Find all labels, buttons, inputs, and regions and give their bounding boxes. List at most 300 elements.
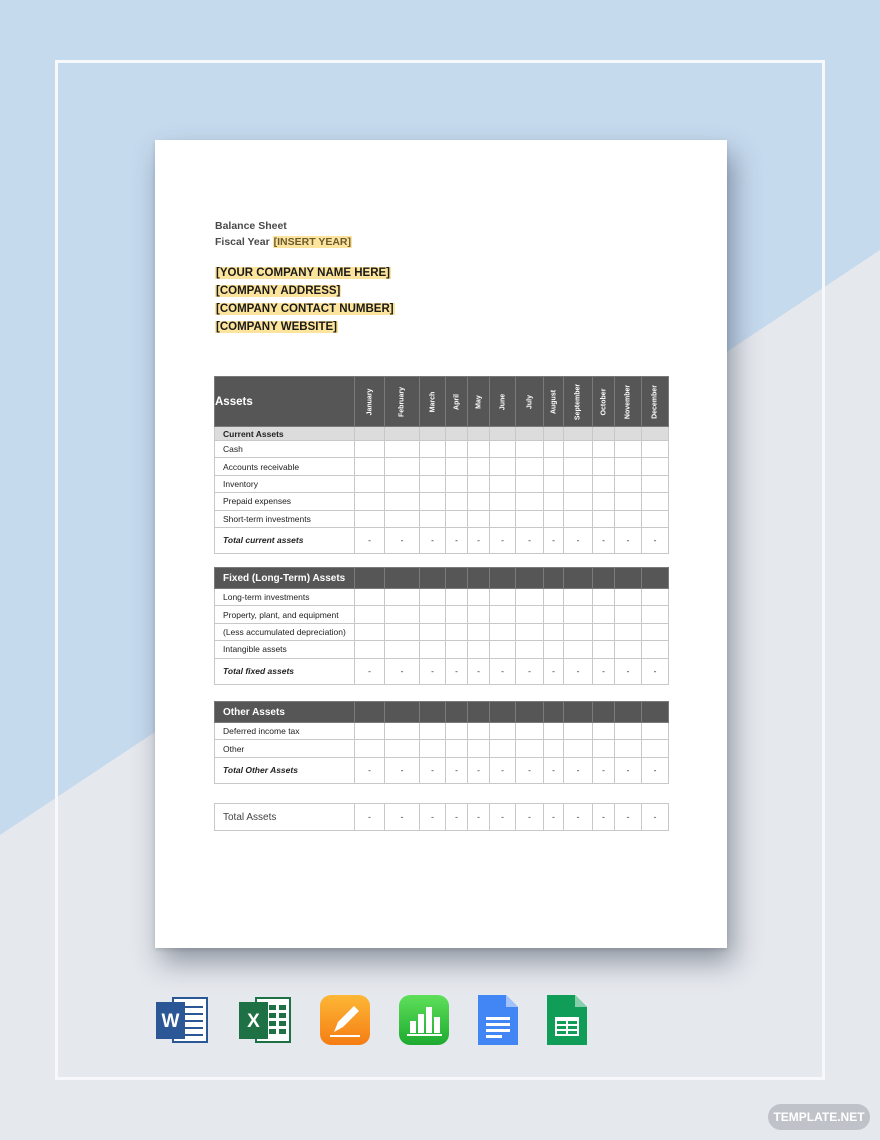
table-row	[215, 606, 669, 623]
total-row	[215, 658, 669, 684]
value-cell[interactable]	[615, 458, 642, 475]
value-cell[interactable]	[420, 723, 446, 740]
value-cell[interactable]	[385, 740, 420, 757]
value-cell[interactable]	[490, 589, 516, 606]
value-cell[interactable]	[615, 589, 642, 606]
document-page	[155, 140, 727, 948]
value-cell[interactable]	[593, 589, 615, 606]
value-cell[interactable]	[446, 475, 468, 492]
value-cell[interactable]	[355, 493, 385, 510]
header-cell	[544, 568, 564, 589]
month-header	[420, 377, 446, 427]
month-label: November	[624, 384, 632, 419]
total-value-cell[interactable]: -	[615, 527, 642, 553]
table-row	[215, 493, 669, 510]
month-header	[355, 377, 385, 427]
total-value-cell[interactable]: -	[355, 658, 385, 684]
total-value-cell[interactable]: -	[564, 527, 593, 553]
value-cell[interactable]	[490, 493, 516, 510]
value-cell[interactable]	[385, 441, 420, 458]
value-cell[interactable]	[468, 441, 490, 458]
row-label: Short-term investments	[215, 510, 355, 527]
grand-total-value-cell[interactable]: -	[642, 804, 669, 831]
grand-total-row	[215, 804, 669, 831]
month-label: July	[526, 394, 533, 409]
month-header	[564, 377, 593, 427]
company-contact[interactable]: [COMPANY CONTACT NUMBER]	[216, 303, 394, 315]
value-cell[interactable]	[564, 740, 593, 757]
row-label: Inventory	[215, 475, 355, 492]
value-cell[interactable]	[468, 475, 490, 492]
value-cell[interactable]	[642, 723, 669, 740]
value-cell[interactable]	[355, 458, 385, 475]
value-cell[interactable]	[615, 641, 642, 658]
header-cell	[544, 702, 564, 723]
value-cell[interactable]	[420, 493, 446, 510]
subheader-row	[215, 427, 669, 441]
table-row	[215, 623, 669, 640]
company-website[interactable]: [COMPANY WEBSITE]	[216, 321, 337, 333]
value-cell[interactable]	[490, 641, 516, 658]
value-cell[interactable]	[593, 723, 615, 740]
total-value-cell[interactable]: -	[468, 757, 490, 783]
value-cell[interactable]	[420, 510, 446, 527]
value-cell[interactable]	[420, 441, 446, 458]
value-cell[interactable]	[516, 441, 544, 458]
value-cell[interactable]	[564, 723, 593, 740]
subheader-label: Current Assets	[215, 427, 355, 441]
value-cell[interactable]	[593, 441, 615, 458]
value-cell[interactable]	[446, 623, 468, 640]
value-cell[interactable]	[593, 740, 615, 757]
month-header	[490, 377, 516, 427]
header-cell	[446, 702, 468, 723]
value-cell[interactable]	[593, 641, 615, 658]
value-cell[interactable]	[544, 623, 564, 640]
grand-total-value-cell[interactable]: -	[446, 804, 468, 831]
total-value-cell[interactable]: -	[544, 757, 564, 783]
word-icon[interactable]	[155, 994, 209, 1046]
value-cell[interactable]	[490, 458, 516, 475]
grand-total-value-cell[interactable]: -	[355, 804, 385, 831]
value-cell[interactable]	[564, 475, 593, 492]
value-cell[interactable]	[490, 606, 516, 623]
document-header	[215, 218, 352, 250]
value-cell[interactable]	[593, 475, 615, 492]
section-table	[214, 376, 669, 554]
month-header	[446, 377, 468, 427]
value-cell[interactable]	[564, 493, 593, 510]
value-cell[interactable]	[564, 641, 593, 658]
total-label: Total fixed assets	[215, 658, 355, 684]
subheader-cell	[385, 427, 420, 441]
grand-total-table	[214, 803, 669, 831]
section-header-row	[215, 702, 669, 723]
value-cell[interactable]	[516, 740, 544, 757]
subheader-cell	[615, 427, 642, 441]
value-cell[interactable]	[385, 623, 420, 640]
total-value-cell[interactable]: -	[615, 757, 642, 783]
value-cell[interactable]	[642, 475, 669, 492]
total-value-cell[interactable]: -	[490, 658, 516, 684]
value-cell[interactable]	[490, 623, 516, 640]
value-cell[interactable]	[642, 740, 669, 757]
subheader-cell	[468, 427, 490, 441]
total-value-cell[interactable]: -	[642, 527, 669, 553]
excel-icon[interactable]	[238, 994, 292, 1046]
value-cell[interactable]	[355, 475, 385, 492]
header-cell	[615, 568, 642, 589]
table-row	[215, 723, 669, 740]
total-value-cell[interactable]: -	[593, 658, 615, 684]
subheader-cell	[516, 427, 544, 441]
month-header	[468, 377, 490, 427]
value-cell[interactable]	[385, 493, 420, 510]
value-cell[interactable]	[615, 493, 642, 510]
value-cell[interactable]	[544, 740, 564, 757]
header-cell	[385, 568, 420, 589]
value-cell[interactable]	[516, 493, 544, 510]
value-cell[interactable]	[615, 441, 642, 458]
value-cell[interactable]	[468, 740, 490, 757]
value-cell[interactable]	[642, 510, 669, 527]
value-cell[interactable]	[420, 623, 446, 640]
value-cell[interactable]	[564, 623, 593, 640]
value-cell[interactable]	[516, 510, 544, 527]
numbers-icon[interactable]	[397, 994, 451, 1046]
value-cell[interactable]	[468, 723, 490, 740]
value-cell[interactable]	[385, 606, 420, 623]
total-value-cell[interactable]: -	[490, 527, 516, 553]
month-header	[385, 377, 420, 427]
value-cell[interactable]	[544, 723, 564, 740]
month-label: March	[429, 391, 436, 412]
section-table	[214, 701, 669, 784]
value-cell[interactable]	[564, 441, 593, 458]
grand-total-value-cell[interactable]: -	[544, 804, 564, 831]
total-value-cell[interactable]: -	[516, 757, 544, 783]
total-value-cell[interactable]: -	[516, 527, 544, 553]
header-cell	[490, 568, 516, 589]
grand-total-value-cell[interactable]: -	[420, 804, 446, 831]
subheader-cell	[564, 427, 593, 441]
value-cell[interactable]	[615, 723, 642, 740]
total-value-cell[interactable]: -	[615, 658, 642, 684]
header-cell	[615, 702, 642, 723]
table-row	[215, 641, 669, 658]
total-row	[215, 757, 669, 783]
section-header-row	[215, 377, 669, 427]
total-value-cell[interactable]: -	[385, 658, 420, 684]
table-row	[215, 475, 669, 492]
header-cell	[564, 568, 593, 589]
month-label: September	[574, 383, 582, 420]
svg-text:X: X	[247, 1011, 260, 1032]
value-cell[interactable]	[420, 458, 446, 475]
row-label: Prepaid expenses	[215, 493, 355, 510]
value-cell[interactable]	[516, 641, 544, 658]
value-cell[interactable]	[385, 723, 420, 740]
value-cell[interactable]	[490, 441, 516, 458]
total-value-cell[interactable]: -	[642, 658, 669, 684]
value-cell[interactable]	[355, 723, 385, 740]
total-value-cell[interactable]: -	[593, 527, 615, 553]
header-cell	[516, 568, 544, 589]
company-name[interactable]: [YOUR COMPANY NAME HERE]	[216, 267, 390, 279]
month-label: February	[398, 386, 406, 417]
value-cell[interactable]	[446, 589, 468, 606]
fiscal-year-label: Fiscal Year	[215, 236, 270, 248]
total-value-cell[interactable]: -	[420, 658, 446, 684]
value-cell[interactable]	[355, 606, 385, 623]
value-cell[interactable]	[564, 606, 593, 623]
table-row	[215, 458, 669, 475]
value-cell[interactable]	[468, 493, 490, 510]
value-cell[interactable]	[446, 493, 468, 510]
value-cell[interactable]	[593, 510, 615, 527]
month-header	[642, 377, 669, 427]
total-value-cell[interactable]: -	[355, 527, 385, 553]
header-cell	[516, 702, 544, 723]
header-cell	[446, 568, 468, 589]
value-cell[interactable]	[468, 641, 490, 658]
month-label: May	[475, 394, 482, 409]
row-label: Cash	[215, 441, 355, 458]
value-cell[interactable]	[385, 641, 420, 658]
table-row	[215, 510, 669, 527]
header-cell	[593, 568, 615, 589]
value-cell[interactable]	[468, 606, 490, 623]
document-title: Balance Sheet	[215, 220, 287, 232]
header-cell	[468, 702, 490, 723]
row-label: Long-term investments	[215, 589, 355, 606]
value-cell[interactable]	[564, 589, 593, 606]
row-label: Property, plant, and equipment	[215, 606, 355, 623]
value-cell[interactable]	[490, 723, 516, 740]
value-cell[interactable]	[564, 510, 593, 527]
grand-total-value-cell[interactable]: -	[593, 804, 615, 831]
subheader-cell	[544, 427, 564, 441]
value-cell[interactable]	[490, 475, 516, 492]
value-cell[interactable]	[385, 458, 420, 475]
total-value-cell[interactable]: -	[642, 757, 669, 783]
total-value-cell[interactable]: -	[544, 527, 564, 553]
value-cell[interactable]	[490, 740, 516, 757]
value-cell[interactable]	[642, 493, 669, 510]
table-row	[215, 740, 669, 757]
total-value-cell[interactable]: -	[468, 658, 490, 684]
grand-total-value-cell[interactable]: -	[490, 804, 516, 831]
subheader-cell	[420, 427, 446, 441]
header-cell	[642, 568, 669, 589]
value-cell[interactable]	[516, 589, 544, 606]
google-docs-icon[interactable]	[471, 994, 525, 1046]
value-cell[interactable]	[642, 589, 669, 606]
value-cell[interactable]	[615, 606, 642, 623]
value-cell[interactable]	[642, 641, 669, 658]
company-block	[215, 264, 395, 336]
month-label: January	[366, 388, 373, 415]
value-cell[interactable]	[355, 441, 385, 458]
value-cell[interactable]	[593, 606, 615, 623]
header-cell	[593, 702, 615, 723]
value-cell[interactable]	[355, 510, 385, 527]
month-header	[615, 377, 642, 427]
value-cell[interactable]	[446, 740, 468, 757]
value-cell[interactable]	[446, 606, 468, 623]
value-cell[interactable]	[420, 475, 446, 492]
value-cell[interactable]	[615, 623, 642, 640]
month-label: April	[453, 393, 460, 410]
header-cell	[420, 568, 446, 589]
total-value-cell[interactable]: -	[420, 757, 446, 783]
grand-total-value-cell[interactable]: -	[516, 804, 544, 831]
total-value-cell[interactable]: -	[544, 658, 564, 684]
total-value-cell[interactable]: -	[516, 658, 544, 684]
value-cell[interactable]	[385, 475, 420, 492]
value-cell[interactable]	[355, 623, 385, 640]
value-cell[interactable]	[468, 510, 490, 527]
total-value-cell[interactable]: -	[564, 658, 593, 684]
total-value-cell[interactable]: -	[355, 757, 385, 783]
total-value-cell[interactable]: -	[420, 527, 446, 553]
grand-total-value-cell[interactable]: -	[615, 804, 642, 831]
subheader-cell	[593, 427, 615, 441]
total-value-cell[interactable]: -	[490, 757, 516, 783]
header-cell	[355, 702, 385, 723]
value-cell[interactable]	[615, 510, 642, 527]
value-cell[interactable]	[544, 606, 564, 623]
value-cell[interactable]	[544, 641, 564, 658]
total-value-cell[interactable]: -	[385, 527, 420, 553]
value-cell[interactable]	[544, 493, 564, 510]
total-value-cell[interactable]: -	[468, 527, 490, 553]
google-sheets-icon[interactable]	[540, 994, 594, 1046]
header-cell	[468, 568, 490, 589]
value-cell[interactable]	[642, 458, 669, 475]
company-address[interactable]: [COMPANY ADDRESS]	[216, 285, 341, 297]
table-row	[215, 441, 669, 458]
row-label: Accounts receivable	[215, 458, 355, 475]
value-cell[interactable]	[420, 641, 446, 658]
value-cell[interactable]	[544, 589, 564, 606]
value-cell[interactable]	[516, 475, 544, 492]
total-value-cell[interactable]: -	[385, 757, 420, 783]
total-value-cell[interactable]: -	[564, 757, 593, 783]
section-table	[214, 567, 669, 685]
fiscal-year-placeholder[interactable]: [INSERT YEAR]	[273, 236, 352, 248]
section-title: Other Assets	[215, 702, 355, 723]
row-label: Other	[215, 740, 355, 757]
value-cell[interactable]	[642, 441, 669, 458]
value-cell[interactable]	[544, 441, 564, 458]
grand-total-value-cell[interactable]: -	[564, 804, 593, 831]
value-cell[interactable]	[642, 606, 669, 623]
value-cell[interactable]	[420, 589, 446, 606]
value-cell[interactable]	[355, 641, 385, 658]
header-cell	[490, 702, 516, 723]
header-cell	[420, 702, 446, 723]
month-header	[593, 377, 615, 427]
row-label: Deferred income tax	[215, 723, 355, 740]
value-cell[interactable]	[468, 623, 490, 640]
value-cell[interactable]	[355, 740, 385, 757]
value-cell[interactable]	[615, 740, 642, 757]
value-cell[interactable]	[385, 589, 420, 606]
total-value-cell[interactable]: -	[446, 527, 468, 553]
fiscal-year-line	[215, 234, 352, 250]
month-label: June	[499, 393, 506, 410]
month-header	[516, 377, 544, 427]
pages-icon[interactable]	[318, 994, 372, 1046]
grand-total-value-cell[interactable]: -	[468, 804, 490, 831]
value-cell[interactable]	[355, 589, 385, 606]
value-cell[interactable]	[593, 458, 615, 475]
grand-total-value-cell[interactable]: -	[385, 804, 420, 831]
section-title: Fixed (Long-Term) Assets	[215, 568, 355, 589]
value-cell[interactable]	[516, 623, 544, 640]
value-cell[interactable]	[516, 723, 544, 740]
value-cell[interactable]	[468, 458, 490, 475]
value-cell[interactable]	[446, 510, 468, 527]
value-cell[interactable]	[544, 458, 564, 475]
subheader-cell	[642, 427, 669, 441]
header-cell	[385, 702, 420, 723]
value-cell[interactable]	[564, 458, 593, 475]
subheader-cell	[446, 427, 468, 441]
month-label: December	[651, 384, 659, 419]
value-cell[interactable]	[446, 458, 468, 475]
value-cell[interactable]	[420, 606, 446, 623]
value-cell[interactable]	[516, 606, 544, 623]
value-cell[interactable]	[468, 589, 490, 606]
value-cell[interactable]	[385, 510, 420, 527]
template-net-badge[interactable]: TEMPLATE.NET	[768, 1104, 870, 1130]
header-cell	[355, 568, 385, 589]
month-label: August	[550, 389, 557, 414]
month-label: October	[600, 388, 607, 415]
grand-total-label: Total Assets	[215, 804, 355, 831]
value-cell[interactable]	[593, 623, 615, 640]
section-title: Assets	[215, 377, 355, 427]
value-cell[interactable]	[516, 458, 544, 475]
svg-text:W: W	[161, 1011, 180, 1032]
total-value-cell[interactable]: -	[446, 658, 468, 684]
value-cell[interactable]	[420, 740, 446, 757]
subheader-cell	[490, 427, 516, 441]
value-cell[interactable]	[490, 510, 516, 527]
value-cell[interactable]	[593, 493, 615, 510]
section-header-row	[215, 568, 669, 589]
header-cell	[642, 702, 669, 723]
total-value-cell[interactable]: -	[446, 757, 468, 783]
value-cell[interactable]	[446, 641, 468, 658]
total-value-cell[interactable]: -	[593, 757, 615, 783]
total-row	[215, 527, 669, 553]
value-cell[interactable]	[544, 475, 564, 492]
subheader-cell	[355, 427, 385, 441]
table-row	[215, 589, 669, 606]
total-label: Total current assets	[215, 527, 355, 553]
value-cell[interactable]	[642, 623, 669, 640]
value-cell[interactable]	[615, 475, 642, 492]
value-cell[interactable]	[446, 723, 468, 740]
value-cell[interactable]	[544, 510, 564, 527]
total-label: Total Other Assets	[215, 757, 355, 783]
row-label: Intangible assets	[215, 641, 355, 658]
value-cell[interactable]	[446, 441, 468, 458]
row-label: (Less accumulated depreciation)	[215, 623, 355, 640]
